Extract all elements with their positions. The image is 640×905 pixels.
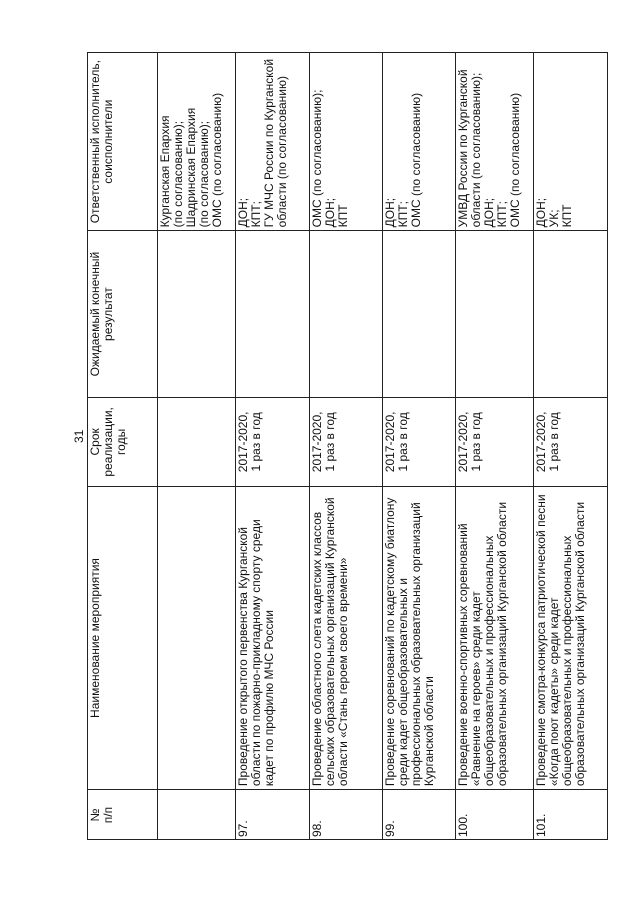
header-num: № п/п [88,790,158,840]
cell-result [382,231,455,397]
cell-num: 99. [382,790,455,840]
table-row [534,53,608,840]
table-row [158,53,236,840]
cell-executor: УМВД России по Курганской области (по согласованию); ДОН; КПТ; ОМС (по согласованию) [456,53,534,231]
cell-term [158,397,236,486]
header-executor: Ответственный исполнитель, соисполнители [88,53,158,231]
cell-result [309,231,382,397]
cell-executor: ДОН; УК; КПТ [534,53,608,231]
table-header-row [88,53,158,840]
header-name: Наименование мероприятия [88,486,158,789]
cell-executor: ДОН; КПТ; ОМС (по согласованию) [382,53,455,231]
table-row [309,53,382,840]
cell-result [236,231,309,397]
cell-result [456,231,534,397]
cell-executor: Курганская Епархия (по согласованию); Шадринская Епархия (по согласованию); ОМС (по согласованию) [158,53,236,231]
cell-num: 97. [236,790,309,840]
cell-term: 2017-2020, 1 раз в год [534,397,608,486]
cell-num: 100. [456,790,534,840]
cell-num: 101. [534,790,608,840]
cell-num: 98. [309,790,382,840]
table-row [456,53,534,840]
cell-name: Проведение смотра-конкурса патриотической песни «Когда поют кадеты» среди кадет общеобразовательных и профессиональных образовательных организаций Курганской области [534,486,608,789]
cell-num [158,790,236,840]
cell-executor: ДОН; КПТ; ГУ МЧС России по Курганской области (по согласованию) [236,53,309,231]
cell-name: Проведение областного слета кадетских классов сельских образовательных организаций Курганской области «Стань героем своего времени» [309,486,382,789]
table-row [236,53,309,840]
cell-name: Проведение соревнований по кадетскому биатлону среди кадет общеобразовательных и профессиональных образовательных организаций Курганской области [382,486,455,789]
cell-executor: ОМС (по согласованию); ДОН; КПТ [309,53,382,231]
cell-name [158,486,236,789]
cell-result [158,231,236,397]
cell-result [534,231,608,397]
events-table [87,52,608,840]
cell-term: 2017-2020, 1 раз в год [456,397,534,486]
table-row [382,53,455,840]
page-number: 31 [72,429,86,443]
cell-term: 2017-2020, 1 раз в год [236,397,309,486]
cell-term: 2017-2020, 1 раз в год [309,397,382,486]
cell-term: 2017-2020, 1 раз в год [382,397,455,486]
rotated-table-container [87,52,608,840]
header-result: Ожидаемый конечный результат [88,231,158,397]
cell-name: Проведение открытого первенства Курганской области по пожарно-прикладному спорту среди кадет по профилю МЧС России [236,486,309,789]
header-term: Срок реализации, годы [88,397,158,486]
cell-name: Проведение военно-спортивных соревнований «Равнение на героев» среди кадет общеобразовательных и профессиональных образовательных организаций Курганской области [456,486,534,789]
